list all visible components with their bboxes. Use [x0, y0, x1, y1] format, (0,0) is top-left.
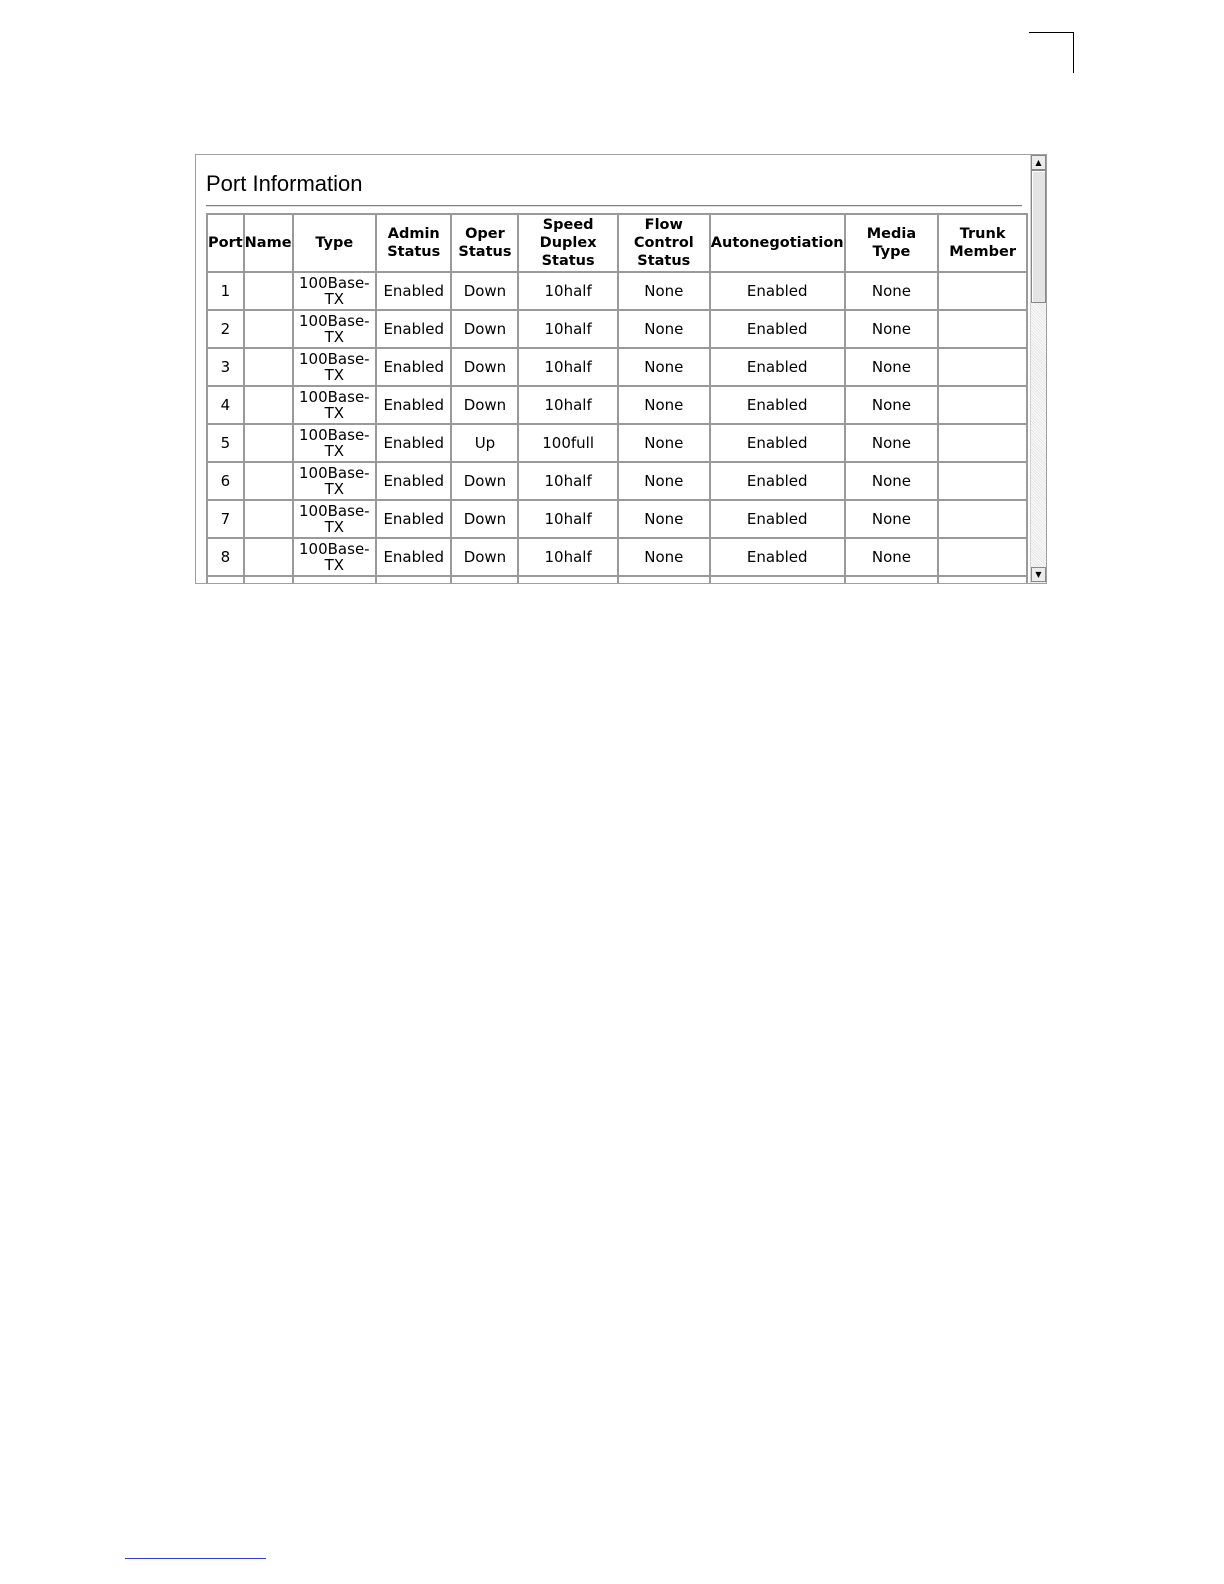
- cell-name: [244, 538, 293, 576]
- cell-name: [244, 500, 293, 538]
- cell-port: 8: [207, 538, 244, 576]
- table-row: [207, 310, 1027, 348]
- cell-port: 2: [207, 310, 244, 348]
- cell-name: [244, 348, 293, 386]
- arrow-down-icon[interactable]: ▼: [1031, 567, 1046, 582]
- cell-type: 100Base-TX: [293, 500, 377, 538]
- cell-oper-status: Down: [451, 538, 518, 576]
- table-body: [207, 272, 1027, 583]
- cell-admin-status: Enabled: [376, 462, 451, 500]
- cell-admin-status: Enabled: [376, 348, 451, 386]
- cell-flow-control: None: [618, 462, 710, 500]
- cell-port: 4: [207, 386, 244, 424]
- header-flow-control-status: Flow Control Status: [618, 214, 710, 272]
- cell-oper-status: Down: [451, 272, 518, 310]
- cell-oper-status: Down: [451, 386, 518, 424]
- cell-autonegotiation: Enabled: [710, 500, 845, 538]
- cell-port: 6: [207, 462, 244, 500]
- header-type: Type: [293, 214, 377, 272]
- cell-media-type: None: [845, 538, 939, 576]
- header-port: Port: [207, 214, 244, 272]
- cell-speed-duplex: 10half: [518, 500, 617, 538]
- cell-trunk-member: [938, 386, 1027, 424]
- cell-name: [244, 576, 293, 583]
- table-row: [207, 538, 1027, 576]
- table-header-row: [207, 214, 1027, 272]
- cell-trunk-member: [938, 462, 1027, 500]
- header-trunk-member: Trunk Member: [938, 214, 1027, 272]
- cell-oper-status: Down: [451, 500, 518, 538]
- cell-speed-duplex: 10half: [518, 348, 617, 386]
- cell-media-type: None: [845, 462, 939, 500]
- cell-type: 100Base-TX: [293, 462, 377, 500]
- table-row: [207, 462, 1027, 500]
- cell-type: 100Base-TX: [293, 272, 377, 310]
- page-content: [196, 155, 1028, 583]
- cell-speed-duplex: 10half: [518, 272, 617, 310]
- cell-trunk-member: [938, 576, 1027, 583]
- cell-trunk-member: [938, 538, 1027, 576]
- cell-speed-duplex: 10half: [518, 310, 617, 348]
- cell-admin-status: Enabled: [376, 538, 451, 576]
- cell-media-type: None: [845, 500, 939, 538]
- header-admin-status: Admin Status: [376, 214, 451, 272]
- header-oper-status: Oper Status: [451, 214, 518, 272]
- cell-autonegotiation: Enabled: [710, 348, 845, 386]
- cell-autonegotiation: [710, 576, 845, 583]
- header-speed-duplex-status: Speed Duplex Status: [518, 214, 617, 272]
- footer-rule: [125, 1558, 266, 1559]
- cell-type: 100Base-TX: [293, 386, 377, 424]
- cell-autonegotiation: Enabled: [710, 272, 845, 310]
- cell-autonegotiation: Enabled: [710, 462, 845, 500]
- cell-name: [244, 386, 293, 424]
- cell-port: 7: [207, 500, 244, 538]
- cell-media-type: None: [845, 386, 939, 424]
- table-row: [207, 272, 1027, 310]
- table-row: [207, 348, 1027, 386]
- cell-port: 5: [207, 424, 244, 462]
- cell-oper-status: Down: [451, 348, 518, 386]
- cell-flow-control: None: [618, 386, 710, 424]
- cell-autonegotiation: Enabled: [710, 538, 845, 576]
- cell-oper-status: Down: [451, 310, 518, 348]
- cell-type: 100Base-TX: [293, 424, 377, 462]
- vertical-scrollbar[interactable]: [1030, 155, 1046, 583]
- cell-speed-duplex: [518, 576, 617, 583]
- crop-mark-vertical: [1073, 32, 1074, 73]
- cell-media-type: [845, 576, 939, 583]
- cell-admin-status: [376, 576, 451, 583]
- cell-autonegotiation: Enabled: [710, 310, 845, 348]
- cell-admin-status: Enabled: [376, 386, 451, 424]
- cell-speed-duplex: 10half: [518, 462, 617, 500]
- table-row: [207, 386, 1027, 424]
- header-name: Name: [244, 214, 293, 272]
- cell-media-type: None: [845, 272, 939, 310]
- cell-type: 100Base-TX: [293, 348, 377, 386]
- cell-admin-status: Enabled: [376, 424, 451, 462]
- cell-autonegotiation: Enabled: [710, 424, 845, 462]
- cell-flow-control: None: [618, 538, 710, 576]
- cell-media-type: None: [845, 348, 939, 386]
- cell-trunk-member: [938, 424, 1027, 462]
- cell-media-type: None: [845, 310, 939, 348]
- cell-port: 3: [207, 348, 244, 386]
- table-row: [207, 500, 1027, 538]
- cell-flow-control: None: [618, 272, 710, 310]
- cell-trunk-member: [938, 272, 1027, 310]
- cell-flow-control: None: [618, 424, 710, 462]
- cell-name: [244, 462, 293, 500]
- cell-flow-control: None: [618, 500, 710, 538]
- cell-admin-status: Enabled: [376, 500, 451, 538]
- cell-oper-status: [451, 576, 518, 583]
- cell-admin-status: Enabled: [376, 310, 451, 348]
- cell-type: [293, 576, 377, 583]
- cell-flow-control: None: [618, 310, 710, 348]
- scrollbar-thumb[interactable]: [1031, 170, 1046, 303]
- cell-trunk-member: [938, 310, 1027, 348]
- crop-mark-horizontal: [1029, 32, 1074, 33]
- cell-autonegotiation: Enabled: [710, 386, 845, 424]
- cell-name: [244, 272, 293, 310]
- port-information-table: [206, 213, 1028, 583]
- header-media-type: Media Type: [845, 214, 939, 272]
- cell-oper-status: Up: [451, 424, 518, 462]
- table-row: [207, 576, 1027, 583]
- cell-flow-control: [618, 576, 710, 583]
- cell-trunk-member: [938, 500, 1027, 538]
- cell-admin-status: Enabled: [376, 272, 451, 310]
- title-divider: [206, 205, 1022, 207]
- cell-port: 1: [207, 272, 244, 310]
- cell-trunk-member: [938, 348, 1027, 386]
- cell-name: [244, 310, 293, 348]
- page-title: Port Information: [206, 171, 363, 196]
- cell-speed-duplex: 100full: [518, 424, 617, 462]
- cell-flow-control: None: [618, 348, 710, 386]
- cell-name: [244, 424, 293, 462]
- cell-port: [207, 576, 244, 583]
- header-autonegotiation: Autonegotiation: [710, 214, 845, 272]
- cell-media-type: None: [845, 424, 939, 462]
- cell-speed-duplex: 10half: [518, 386, 617, 424]
- cell-speed-duplex: 10half: [518, 538, 617, 576]
- cell-type: 100Base-TX: [293, 310, 377, 348]
- arrow-up-icon[interactable]: ▲: [1031, 155, 1046, 170]
- table-row: [207, 424, 1027, 462]
- cell-type: 100Base-TX: [293, 538, 377, 576]
- cell-oper-status: Down: [451, 462, 518, 500]
- screenshot-frame: [195, 154, 1047, 584]
